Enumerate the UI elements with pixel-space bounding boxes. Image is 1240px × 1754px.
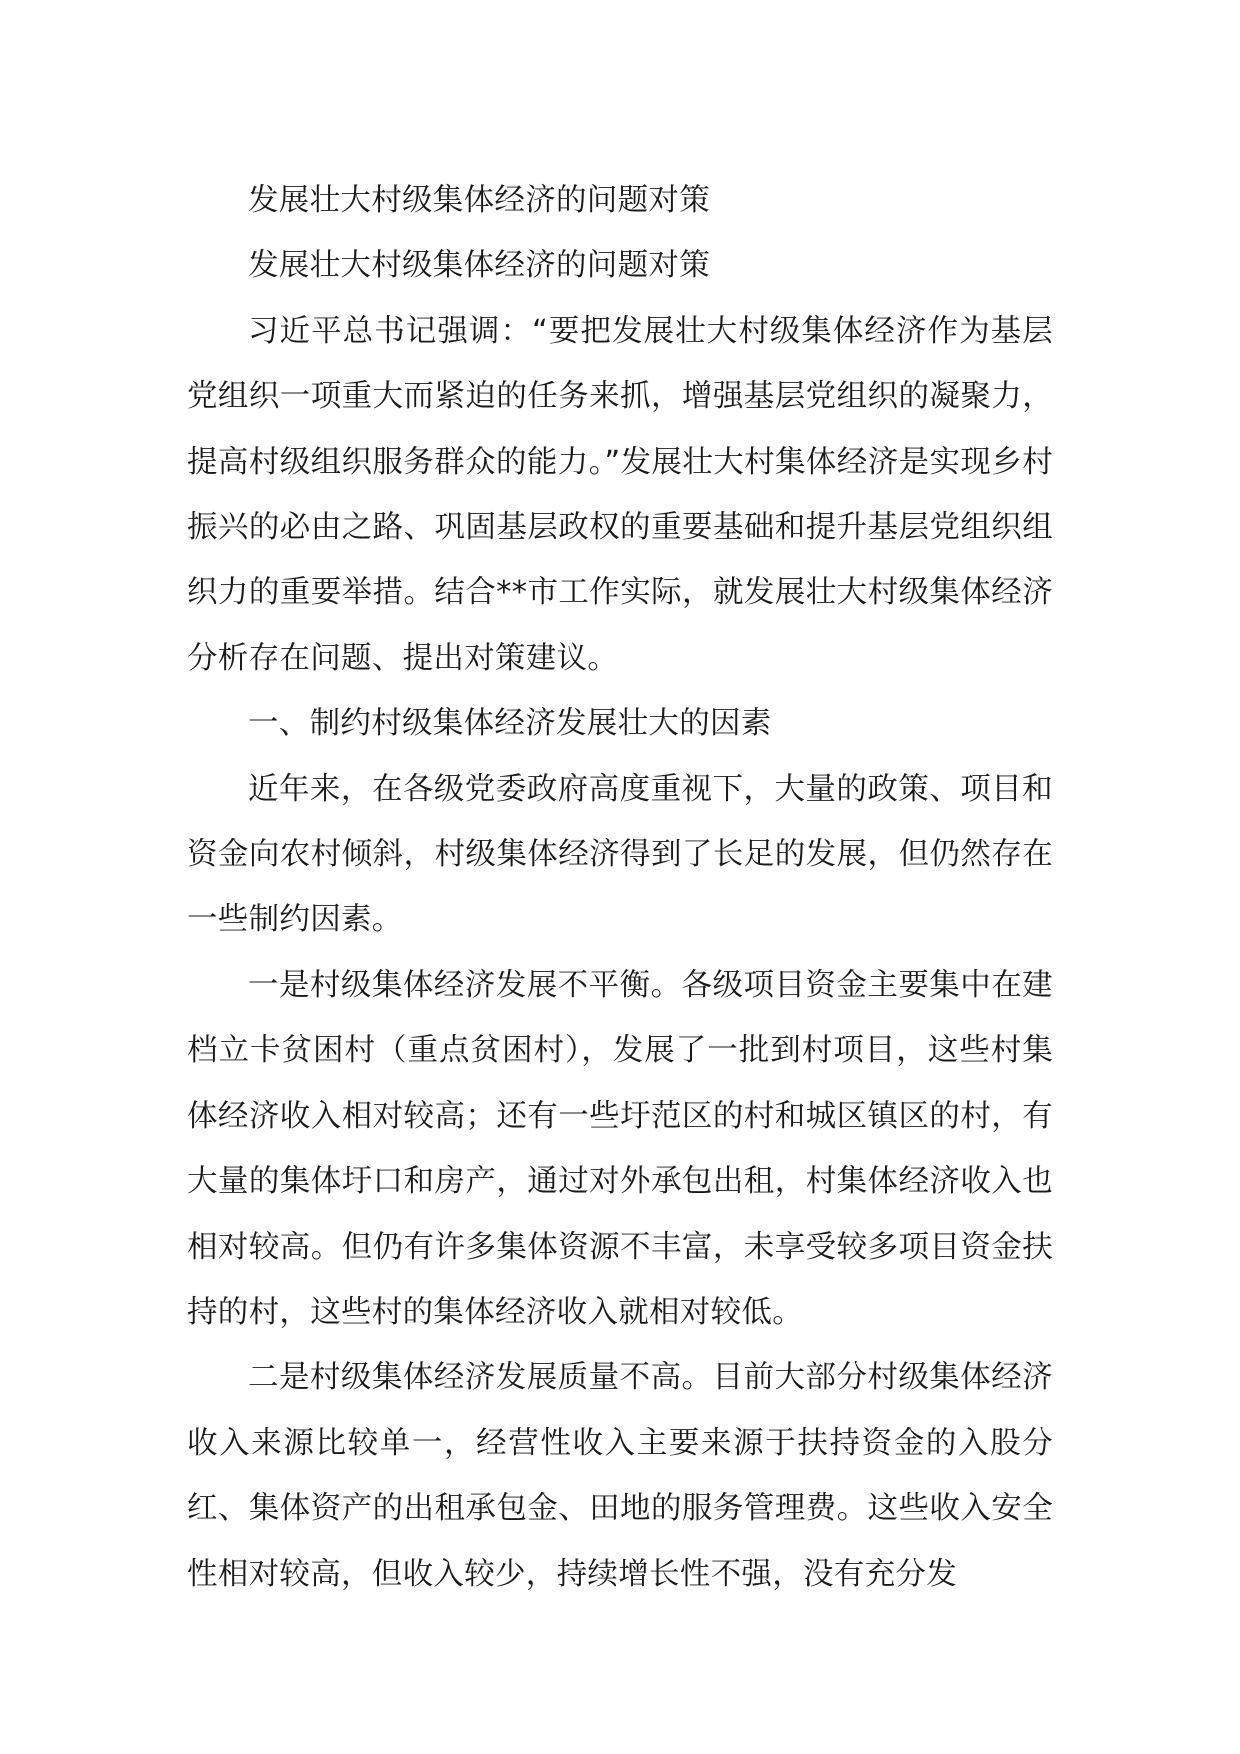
document-subtitle: 发展壮大村级集体经济的问题对策 <box>248 248 710 284</box>
body-paragraph: 习近平总书记强调：“要把发展壮大村级集体经济作为基层党组织一项重大而紧迫的任务来抓，增强基层党组织的凝聚力，提高村级组织服务群众的能力。”发展壮大村集体经济是实现乡村振兴的必由之路、巩固基层政权的重要基础和提升基层党组织组织力的重要举措。结合**市工作实际，就发展壮大村级集体经济分析存在问题、提出对策建议。 <box>187 313 1053 676</box>
document-body <box>187 168 1053 1607</box>
body-paragraph: 近年来，在各级党委政府高度重视下，大量的政策、项目和资金向农村倾斜，村级集体经济得到了长足的发展，但仍然存在一些制约因素。 <box>187 771 1053 938</box>
body-paragraph: 二是村级集体经济发展质量不高。目前大部分村级集体经济收入来源比较单一，经营性收入主要来源于扶持资金的入股分红、集体资产的出租承包金、田地的服务管理费。这些收入安全性相对较高，但收入较少，持续增长性不强，没有充分发 <box>187 1360 1053 1592</box>
document-title: 发展壮大村级集体经济的问题对策 <box>248 183 710 218</box>
body-paragraph: 一是村级集体经济发展不平衡。各级项目资金主要集中在建档立卡贫困村（重点贫困村），发展了一批到村项目，这些村集体经济收入相对较高；还有一些圩范区的村和城区镇区的村，有大量的集体圩口和房产，通过对外承包出租，村集体经济收入也相对较高。但仍有许多集体资源不丰富，未享受较多项目资金扶持的村，这些村的集体经济收入就相对较低。 <box>187 967 1053 1330</box>
section-heading: 一、制约村级集体经济发展壮大的因素 <box>248 706 772 742</box>
